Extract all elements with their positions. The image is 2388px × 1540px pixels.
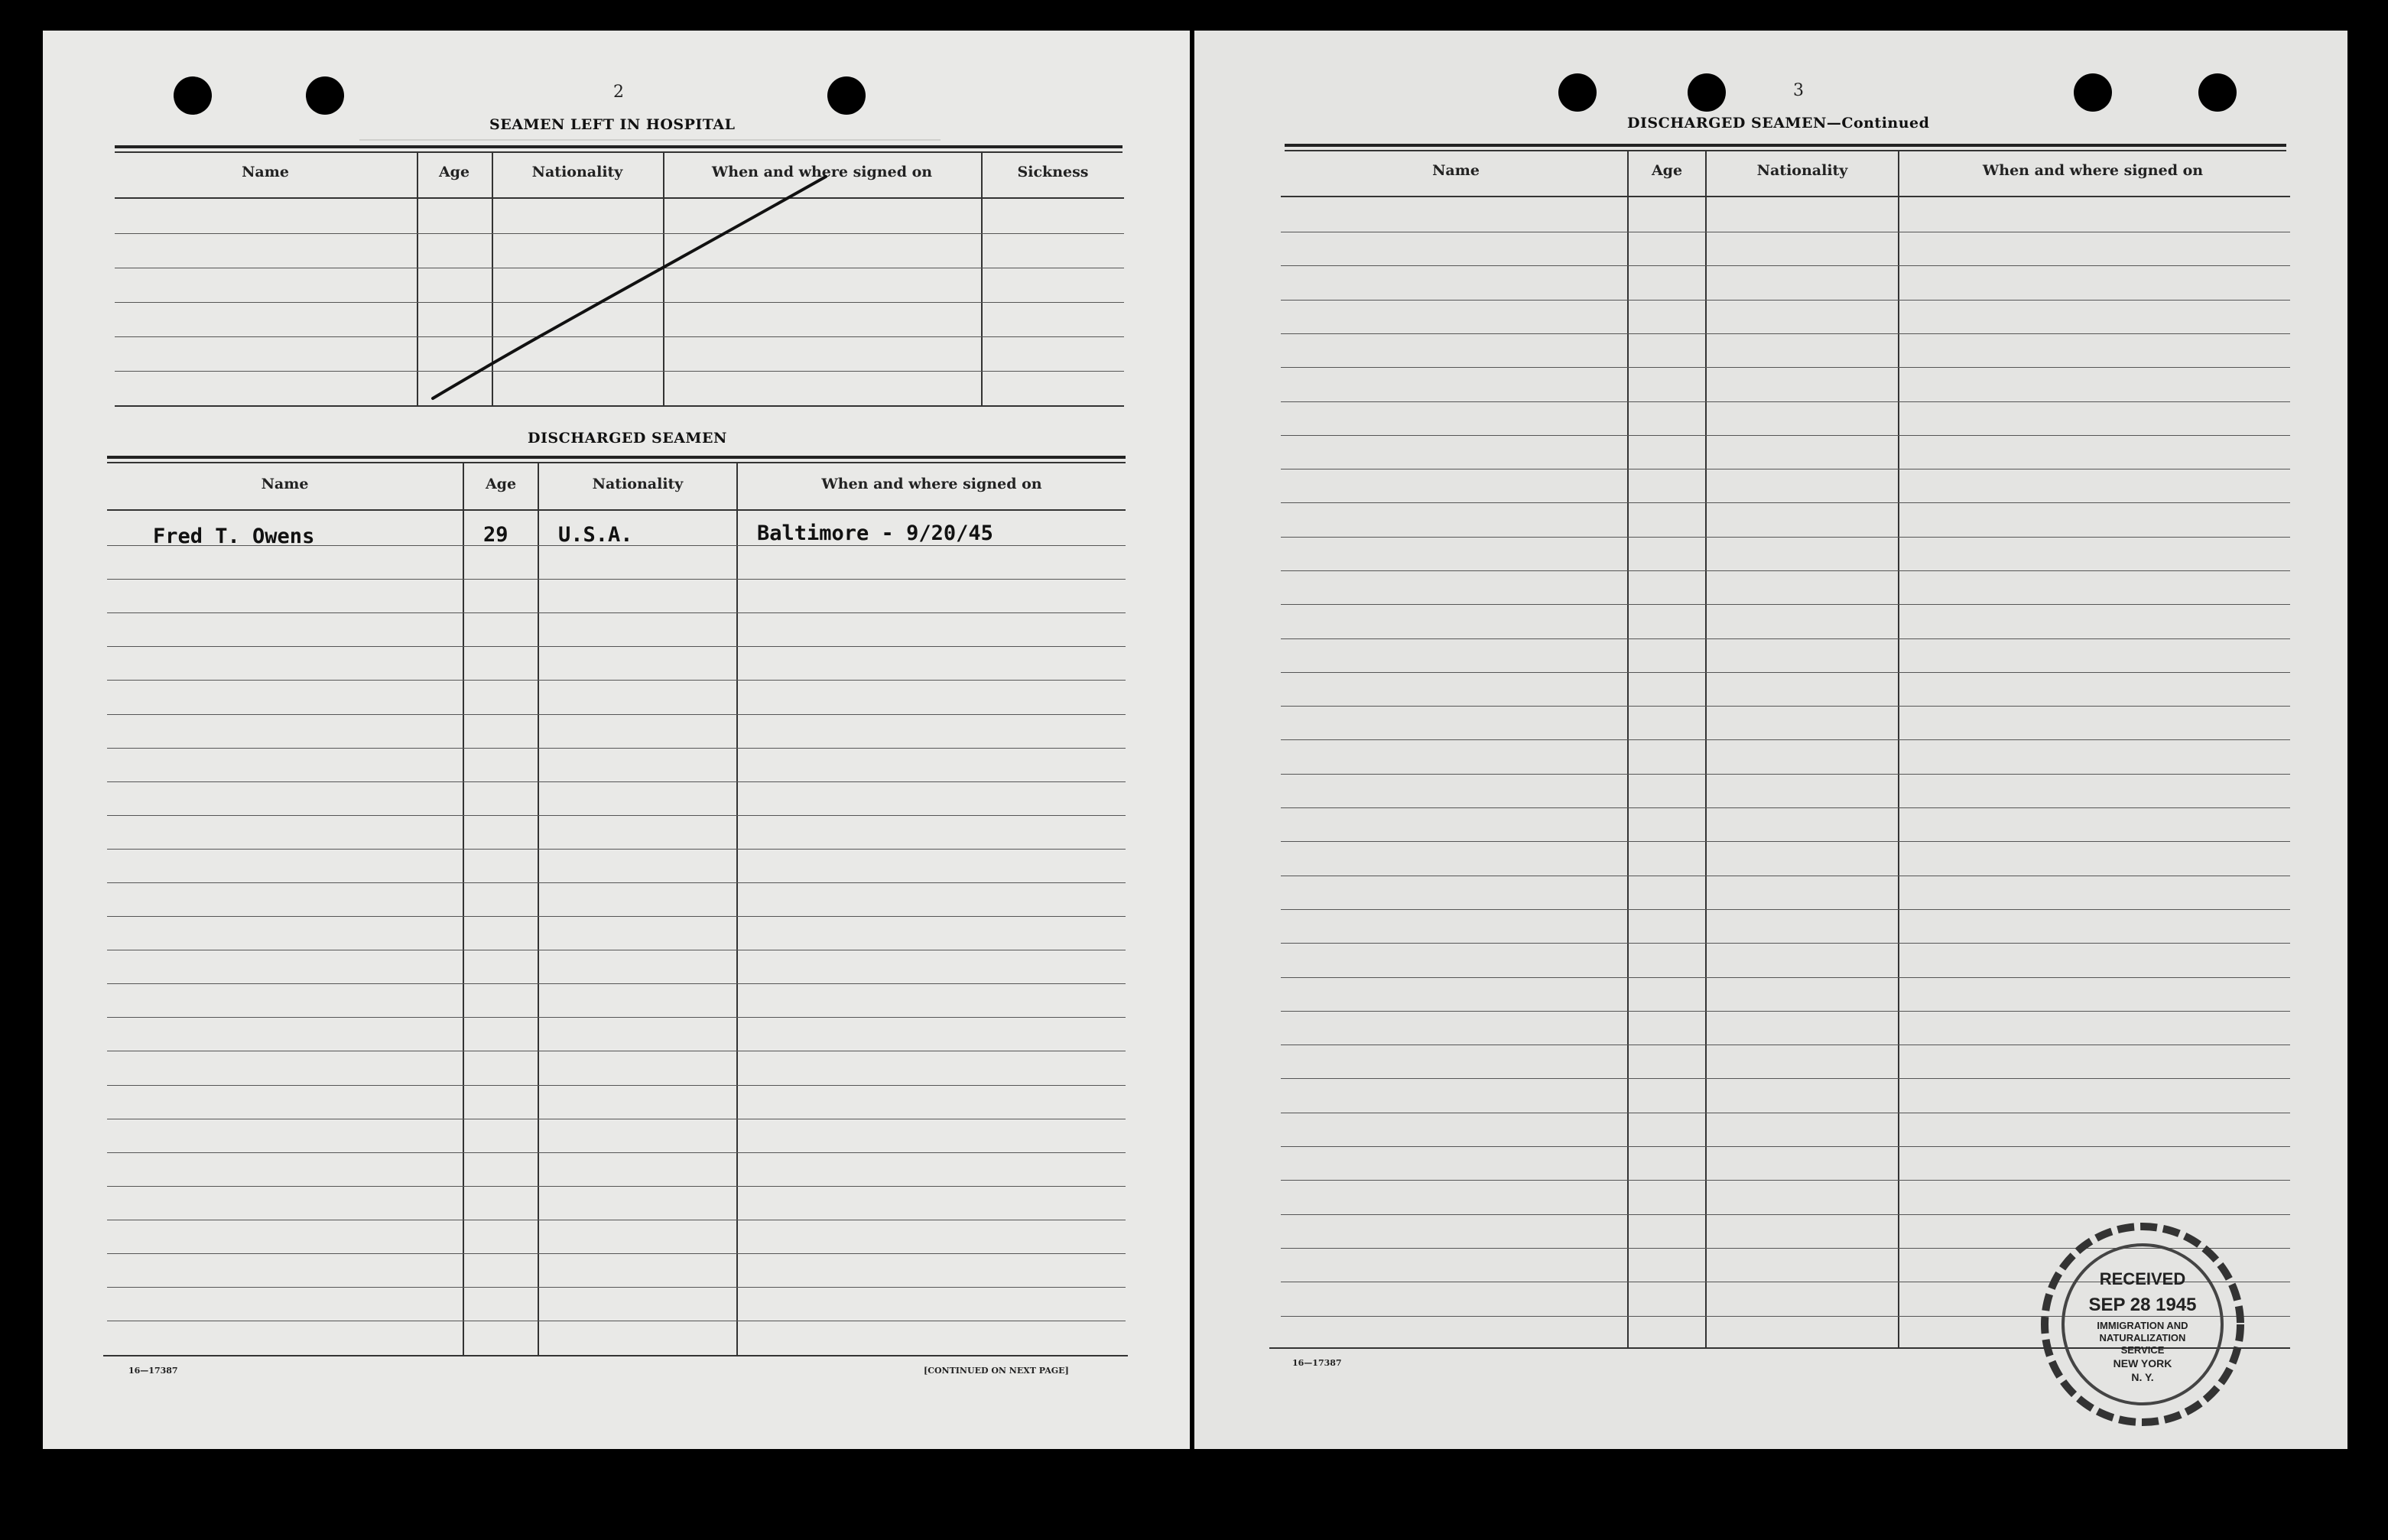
column-divider [1705,151,1707,1349]
punch-hole [827,76,866,115]
col-header-nationality: Nationality [592,476,684,492]
column-divider [417,153,418,405]
col-header-age: Age [438,164,470,180]
bottom-rule [103,1355,1128,1356]
table-row [107,612,1126,613]
table-row [107,1017,1126,1018]
table-row [1281,1011,2290,1012]
table-row [1281,502,2290,503]
table-row [107,781,1126,782]
table-row [1281,537,2290,538]
punch-hole [1558,73,1597,112]
col-header-sickness: Sickness [1017,164,1089,180]
table-row [1281,435,2290,436]
table-row [107,983,1126,984]
top-rule [1285,144,2286,147]
table-row [107,579,1126,580]
table-row [107,1287,1126,1288]
table-row [107,680,1126,681]
received-stamp [2035,1217,2250,1431]
header-rule [1281,196,2290,197]
table-row [1281,1146,2290,1147]
svg-text:SEP 28 1945: SEP 28 1945 [2088,1295,2197,1315]
col-header-signed-on: When and where signed on [821,476,1042,492]
seaman-name: Fred T. Owens [153,525,315,548]
column-divider [1898,151,1899,1349]
top-rule [1285,150,2286,151]
discharged-section-title: DISCHARGED SEAMEN [528,430,727,447]
top-rule [115,151,1123,153]
table-row [1281,333,2290,334]
col-header-age: Age [485,476,517,492]
table-row [107,714,1126,715]
table-row [1281,909,2290,910]
svg-text:N. Y.: N. Y. [2131,1371,2154,1383]
continued-note: [CONTINUED ON NEXT PAGE] [924,1366,1069,1376]
column-divider [538,463,539,1355]
table-row [107,815,1126,816]
table-row [1281,367,2290,368]
table-row [1281,265,2290,266]
col-header-name: Name [242,164,289,180]
table-row [107,916,1126,917]
svg-text:NEW YORK: NEW YORK [2113,1357,2172,1369]
table-row [107,1152,1126,1153]
table-row [1281,807,2290,808]
table-row [1281,977,2290,978]
form-number: 16—17387 [1292,1358,1342,1368]
column-divider [736,463,738,1355]
table-row [107,1085,1126,1086]
svg-text:SERVICE: SERVICE [2120,1344,2165,1356]
punch-hole [2198,73,2237,112]
punch-hole [2074,73,2112,112]
col-header-signed-on: When and where signed on [1982,162,2204,179]
svg-text:IMMIGRATION AND: IMMIGRATION AND [2097,1320,2188,1331]
svg-text:RECEIVED: RECEIVED [2099,1269,2186,1288]
table-row [1281,604,2290,605]
table-row [1281,1078,2290,1079]
table-row [1281,1214,2290,1215]
table-row [107,1253,1126,1254]
punch-hole [1688,73,1726,112]
table-row [1281,739,2290,740]
top-rule [107,456,1126,459]
column-divider [1627,151,1629,1349]
col-header-name: Name [261,476,309,492]
table-row [1281,706,2290,707]
table-row [107,748,1126,749]
page-number: 3 [1793,81,1804,100]
col-header-signed-on: When and where signed on [711,164,933,180]
table-row [1281,943,2290,944]
table-row [1281,401,2290,402]
col-header-nationality: Nationality [1756,162,1848,179]
table-row [107,1186,1126,1187]
table-row [1281,1180,2290,1181]
table-row [1281,841,2290,842]
column-divider [463,463,464,1355]
header-rule [107,509,1126,511]
table-row [107,882,1126,883]
table-row [1281,570,2290,571]
cancel-stroke [428,164,856,409]
table-row [107,849,1126,850]
table-row [1281,672,2290,673]
seaman-signed-on: Baltimore - 9/20/45 [757,521,993,545]
table-row [107,646,1126,647]
top-rule [115,145,1123,148]
punch-hole [306,76,344,115]
svg-text:NATURALIZATION: NATURALIZATION [2099,1332,2186,1343]
table-row [1281,300,2290,301]
table-row [1281,774,2290,775]
table-row [1281,638,2290,639]
column-divider [981,153,983,405]
seaman-age: 29 [483,523,508,547]
col-header-name: Name [1432,162,1480,179]
form-number: 16—17387 [128,1366,178,1376]
col-header-age: Age [1651,162,1683,179]
hospital-section-title: SEAMEN LEFT IN HOSPITAL [489,116,736,133]
punch-hole [174,76,212,115]
page-number: 2 [613,83,624,102]
col-header-nationality: Nationality [531,164,623,180]
top-rule [107,462,1126,463]
seaman-nationality: U.S.A. [558,523,633,547]
discharged-continued-title: DISCHARGED SEAMEN—Continued [1627,115,1930,132]
